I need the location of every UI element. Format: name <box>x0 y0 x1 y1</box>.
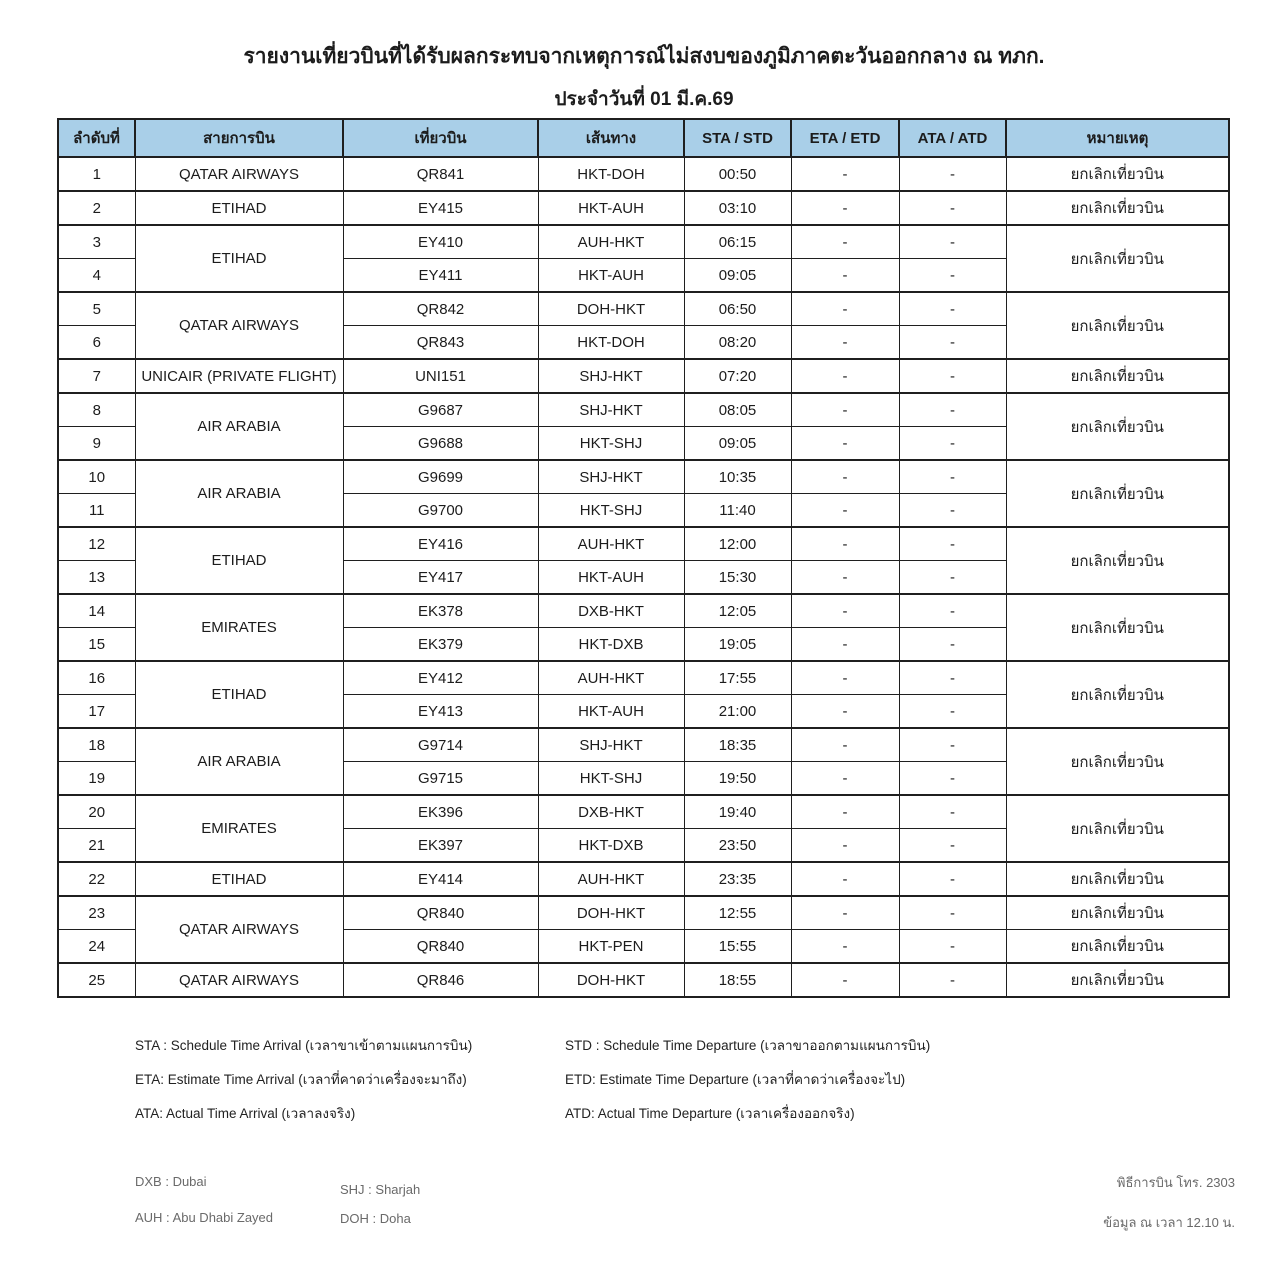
ata-atd-cell: - <box>899 795 1006 829</box>
sta-std-cell: 09:05 <box>684 427 791 461</box>
sta-std-cell: 08:20 <box>684 326 791 360</box>
legend-eta: ETA: Estimate Time Arrival (เวลาที่คาดว่าเครื่องจะมาถึง) <box>135 1072 467 1087</box>
sta-std-cell: 19:50 <box>684 762 791 796</box>
col-header-eta-etd: ETA / ETD <box>791 119 899 157</box>
eta-etd-cell: - <box>791 728 899 762</box>
route-cell: AUH-HKT <box>538 661 684 695</box>
remark-cell: ยกเลิกเที่ยวบิน <box>1006 157 1229 191</box>
eta-etd-cell: - <box>791 561 899 595</box>
remark-cell: ยกเลิกเที่ยวบิน <box>1006 594 1229 661</box>
row-number-cell: 23 <box>58 896 135 930</box>
remark-cell: ยกเลิกเที่ยวบิน <box>1006 661 1229 728</box>
table-row <box>58 292 1229 326</box>
time-abbreviation-legend <box>135 1036 930 1123</box>
route-cell: HKT-AUH <box>538 561 684 595</box>
eta-etd-cell: - <box>791 628 899 662</box>
route-cell: HKT-SHJ <box>538 762 684 796</box>
row-number-cell: 11 <box>58 494 135 528</box>
flight-number-cell: EY415 <box>343 191 538 225</box>
page-title: รายงานเที่ยวบินที่ได้รับผลกระทบจากเหตุการณ์ไม่สงบของภูมิภาคตะวันออกกลาง ณ ทภก. <box>243 45 1045 68</box>
airline-cell: ETIHAD <box>135 862 343 896</box>
legend-etd: ETD: Estimate Time Departure (เวลาที่คาดว่าเครื่องจะไป) <box>565 1072 906 1087</box>
flight-number-cell: G9715 <box>343 762 538 796</box>
row-number-cell: 4 <box>58 259 135 293</box>
ata-atd-cell: - <box>899 460 1006 494</box>
row-number-cell: 25 <box>58 963 135 997</box>
ata-atd-cell: - <box>899 427 1006 461</box>
row-number-cell: 18 <box>58 728 135 762</box>
flight-number-cell: G9714 <box>343 728 538 762</box>
route-cell: DXB-HKT <box>538 795 684 829</box>
airline-cell: EMIRATES <box>135 795 343 862</box>
ata-atd-cell: - <box>899 896 1006 930</box>
remark-cell: ยกเลิกเที่ยวบิน <box>1006 963 1229 997</box>
route-cell: SHJ-HKT <box>538 460 684 494</box>
ata-atd-cell: - <box>899 963 1006 997</box>
eta-etd-cell: - <box>791 494 899 528</box>
airline-cell: ETIHAD <box>135 225 343 292</box>
sta-std-cell: 23:35 <box>684 862 791 896</box>
airport-code-dxb: DXB : Dubai <box>135 1174 207 1189</box>
sta-std-cell: 21:00 <box>684 695 791 729</box>
row-number-cell: 10 <box>58 460 135 494</box>
ata-atd-cell: - <box>899 157 1006 191</box>
flight-number-cell: G9700 <box>343 494 538 528</box>
eta-etd-cell: - <box>791 930 899 964</box>
flight-number-cell: EY412 <box>343 661 538 695</box>
sta-std-cell: 07:20 <box>684 359 791 393</box>
route-cell: SHJ-HKT <box>538 393 684 427</box>
table-row <box>58 393 1229 427</box>
airline-cell: EMIRATES <box>135 594 343 661</box>
row-number-cell: 6 <box>58 326 135 360</box>
ata-atd-cell: - <box>899 225 1006 259</box>
ata-atd-cell: - <box>899 393 1006 427</box>
eta-etd-cell: - <box>791 259 899 293</box>
eta-etd-cell: - <box>791 225 899 259</box>
legend-atd: ATD: Actual Time Departure (เวลาเครื่องออกจริง) <box>565 1106 855 1121</box>
col-header-no: ลำดับที่ <box>58 119 135 157</box>
sta-std-cell: 06:15 <box>684 225 791 259</box>
remark-cell: ยกเลิกเที่ยวบิน <box>1006 292 1229 359</box>
eta-etd-cell: - <box>791 326 899 360</box>
eta-etd-cell: - <box>791 695 899 729</box>
eta-etd-cell: - <box>791 527 899 561</box>
route-cell: HKT-SHJ <box>538 494 684 528</box>
airline-cell: ETIHAD <box>135 661 343 728</box>
row-number-cell: 17 <box>58 695 135 729</box>
airport-code-shj: SHJ : Sharjah <box>340 1182 421 1197</box>
sta-std-cell: 10:35 <box>684 460 791 494</box>
ata-atd-cell: - <box>899 728 1006 762</box>
airline-cell: QATAR AIRWAYS <box>135 157 343 191</box>
airline-cell: QATAR AIRWAYS <box>135 292 343 359</box>
row-number-cell: 14 <box>58 594 135 628</box>
col-header-route: เส้นทาง <box>538 119 684 157</box>
remark-cell: ยกเลิกเที่ยวบิน <box>1006 225 1229 292</box>
remark-cell: ยกเลิกเที่ยวบิน <box>1006 527 1229 594</box>
route-cell: SHJ-HKT <box>538 728 684 762</box>
route-cell: AUH-HKT <box>538 225 684 259</box>
ata-atd-cell: - <box>899 292 1006 326</box>
page-date-line: ประจำวันที่ 01 มี.ค.69 <box>554 89 734 110</box>
remark-cell: ยกเลิกเที่ยวบิน <box>1006 728 1229 795</box>
flight-number-cell: G9687 <box>343 393 538 427</box>
route-cell: DOH-HKT <box>538 896 684 930</box>
sta-std-cell: 12:05 <box>684 594 791 628</box>
flight-number-cell: EY411 <box>343 259 538 293</box>
table-row <box>58 191 1229 225</box>
ata-atd-cell: - <box>899 594 1006 628</box>
table-row <box>58 963 1229 997</box>
flight-number-cell: UNI151 <box>343 359 538 393</box>
airline-cell: AIR ARABIA <box>135 460 343 527</box>
sta-std-cell: 03:10 <box>684 191 791 225</box>
eta-etd-cell: - <box>791 359 899 393</box>
row-number-cell: 16 <box>58 661 135 695</box>
ata-atd-cell: - <box>899 829 1006 863</box>
legend-ata: ATA: Actual Time Arrival (เวลาลงจริง) <box>135 1106 356 1121</box>
row-number-cell: 24 <box>58 930 135 964</box>
eta-etd-cell: - <box>791 191 899 225</box>
route-cell: DOH-HKT <box>538 963 684 997</box>
flight-number-cell: EK396 <box>343 795 538 829</box>
flight-number-cell: QR841 <box>343 157 538 191</box>
flight-number-cell: EY417 <box>343 561 538 595</box>
sta-std-cell: 12:00 <box>684 527 791 561</box>
route-cell: HKT-DOH <box>538 157 684 191</box>
table-row <box>58 728 1229 762</box>
sta-std-cell: 15:30 <box>684 561 791 595</box>
table-row <box>58 594 1229 628</box>
flight-table-body <box>58 157 1229 997</box>
ata-atd-cell: - <box>899 561 1006 595</box>
remark-cell: ยกเลิกเที่ยวบิน <box>1006 862 1229 896</box>
airline-cell: AIR ARABIA <box>135 728 343 795</box>
route-cell: DOH-HKT <box>538 292 684 326</box>
flight-number-cell: EY414 <box>343 862 538 896</box>
route-cell: HKT-DXB <box>538 628 684 662</box>
flight-number-cell: QR842 <box>343 292 538 326</box>
row-number-cell: 15 <box>58 628 135 662</box>
flight-number-cell: EK378 <box>343 594 538 628</box>
eta-etd-cell: - <box>791 292 899 326</box>
route-cell: HKT-AUH <box>538 191 684 225</box>
row-number-cell: 19 <box>58 762 135 796</box>
flight-number-cell: EK379 <box>343 628 538 662</box>
row-number-cell: 5 <box>58 292 135 326</box>
legend-std: STD : Schedule Time Departure (เวลาขาออกตามแผนการบิน) <box>565 1038 931 1053</box>
flight-table <box>57 118 1230 998</box>
row-number-cell: 22 <box>58 862 135 896</box>
remark-cell: ยกเลิกเที่ยวบิน <box>1006 191 1229 225</box>
eta-etd-cell: - <box>791 829 899 863</box>
row-number-cell: 20 <box>58 795 135 829</box>
row-number-cell: 2 <box>58 191 135 225</box>
sta-std-cell: 08:05 <box>684 393 791 427</box>
flight-number-cell: EY410 <box>343 225 538 259</box>
route-cell: AUH-HKT <box>538 862 684 896</box>
flight-number-cell: G9699 <box>343 460 538 494</box>
airport-code-doh: DOH : Doha <box>340 1211 411 1226</box>
remark-cell: ยกเลิกเที่ยวบิน <box>1006 393 1229 460</box>
flight-number-cell: EY416 <box>343 527 538 561</box>
col-header-sta-std: STA / STD <box>684 119 791 157</box>
route-cell: HKT-PEN <box>538 930 684 964</box>
table-row <box>58 527 1229 561</box>
airline-cell: AIR ARABIA <box>135 393 343 460</box>
flight-number-cell: EK397 <box>343 829 538 863</box>
ata-atd-cell: - <box>899 191 1006 225</box>
table-row <box>58 460 1229 494</box>
remark-cell: ยกเลิกเที่ยวบิน <box>1006 460 1229 527</box>
ata-atd-cell: - <box>899 494 1006 528</box>
ata-atd-cell: - <box>899 628 1006 662</box>
ata-atd-cell: - <box>899 762 1006 796</box>
flight-number-cell: EY413 <box>343 695 538 729</box>
sta-std-cell: 09:05 <box>684 259 791 293</box>
row-number-cell: 8 <box>58 393 135 427</box>
route-cell: AUH-HKT <box>538 527 684 561</box>
table-row <box>58 359 1229 393</box>
flight-number-cell: QR840 <box>343 896 538 930</box>
table-row <box>58 795 1229 829</box>
ata-atd-cell: - <box>899 527 1006 561</box>
route-cell: DXB-HKT <box>538 594 684 628</box>
sta-std-cell: 06:50 <box>684 292 791 326</box>
sta-std-cell: 12:55 <box>684 896 791 930</box>
row-number-cell: 1 <box>58 157 135 191</box>
sta-std-cell: 00:50 <box>684 157 791 191</box>
eta-etd-cell: - <box>791 460 899 494</box>
row-number-cell: 12 <box>58 527 135 561</box>
remark-cell: ยกเลิกเที่ยวบิน <box>1006 795 1229 862</box>
ata-atd-cell: - <box>899 326 1006 360</box>
sta-std-cell: 17:55 <box>684 661 791 695</box>
eta-etd-cell: - <box>791 862 899 896</box>
legend-sta: STA : Schedule Time Arrival (เวลาขาเข้าตามแผนการบิน) <box>135 1038 473 1053</box>
airline-cell: ETIHAD <box>135 191 343 225</box>
sta-std-cell: 15:55 <box>684 930 791 964</box>
remark-cell: ยกเลิกเที่ยวบิน <box>1006 930 1229 964</box>
ata-atd-cell: - <box>899 259 1006 293</box>
table-row <box>58 862 1229 896</box>
row-number-cell: 13 <box>58 561 135 595</box>
remark-cell: ยกเลิกเที่ยวบิน <box>1006 359 1229 393</box>
route-cell: HKT-AUH <box>538 259 684 293</box>
flight-table-header <box>58 119 1229 157</box>
airline-cell: UNICAIR (PRIVATE FLIGHT) <box>135 359 343 393</box>
eta-etd-cell: - <box>791 795 899 829</box>
table-row <box>58 157 1229 191</box>
airline-cell: ETIHAD <box>135 527 343 594</box>
sta-std-cell: 19:05 <box>684 628 791 662</box>
row-number-cell: 9 <box>58 427 135 461</box>
ata-atd-cell: - <box>899 661 1006 695</box>
col-header-ata-atd: ATA / ATD <box>899 119 1006 157</box>
flight-number-cell: QR846 <box>343 963 538 997</box>
footer-data-time: ข้อมูล ณ เวลา 12.10 น. <box>1103 1215 1235 1230</box>
route-cell: HKT-SHJ <box>538 427 684 461</box>
sta-std-cell: 23:50 <box>684 829 791 863</box>
sta-std-cell: 18:55 <box>684 963 791 997</box>
eta-etd-cell: - <box>791 661 899 695</box>
col-header-remark: หมายเหตุ <box>1006 119 1229 157</box>
row-number-cell: 3 <box>58 225 135 259</box>
route-cell: SHJ-HKT <box>538 359 684 393</box>
route-cell: HKT-AUH <box>538 695 684 729</box>
table-row <box>58 225 1229 259</box>
flight-number-cell: G9688 <box>343 427 538 461</box>
table-row <box>58 661 1229 695</box>
table-row <box>58 896 1229 930</box>
ata-atd-cell: - <box>899 695 1006 729</box>
eta-etd-cell: - <box>791 594 899 628</box>
sta-std-cell: 11:40 <box>684 494 791 528</box>
row-number-cell: 21 <box>58 829 135 863</box>
ata-atd-cell: - <box>899 359 1006 393</box>
sta-std-cell: 18:35 <box>684 728 791 762</box>
ata-atd-cell: - <box>899 930 1006 964</box>
route-cell: HKT-DXB <box>538 829 684 863</box>
route-cell: HKT-DOH <box>538 326 684 360</box>
airline-cell: QATAR AIRWAYS <box>135 896 343 963</box>
footer-contact: พิธีการบิน โทร. 2303 <box>1116 1175 1235 1190</box>
eta-etd-cell: - <box>791 393 899 427</box>
eta-etd-cell: - <box>791 762 899 796</box>
flight-number-cell: QR840 <box>343 930 538 964</box>
flight-number-cell: QR843 <box>343 326 538 360</box>
eta-etd-cell: - <box>791 427 899 461</box>
header-row <box>58 119 1229 157</box>
sta-std-cell: 19:40 <box>684 795 791 829</box>
eta-etd-cell: - <box>791 157 899 191</box>
airline-cell: QATAR AIRWAYS <box>135 963 343 997</box>
ata-atd-cell: - <box>899 862 1006 896</box>
eta-etd-cell: - <box>791 963 899 997</box>
remark-cell: ยกเลิกเที่ยวบิน <box>1006 896 1229 930</box>
airport-code-auh: AUH : Abu Dhabi Zayed <box>135 1210 274 1225</box>
col-header-airline: สายการบิน <box>135 119 343 157</box>
row-number-cell: 7 <box>58 359 135 393</box>
eta-etd-cell: - <box>791 896 899 930</box>
col-header-flight: เที่ยวบิน <box>343 119 538 157</box>
